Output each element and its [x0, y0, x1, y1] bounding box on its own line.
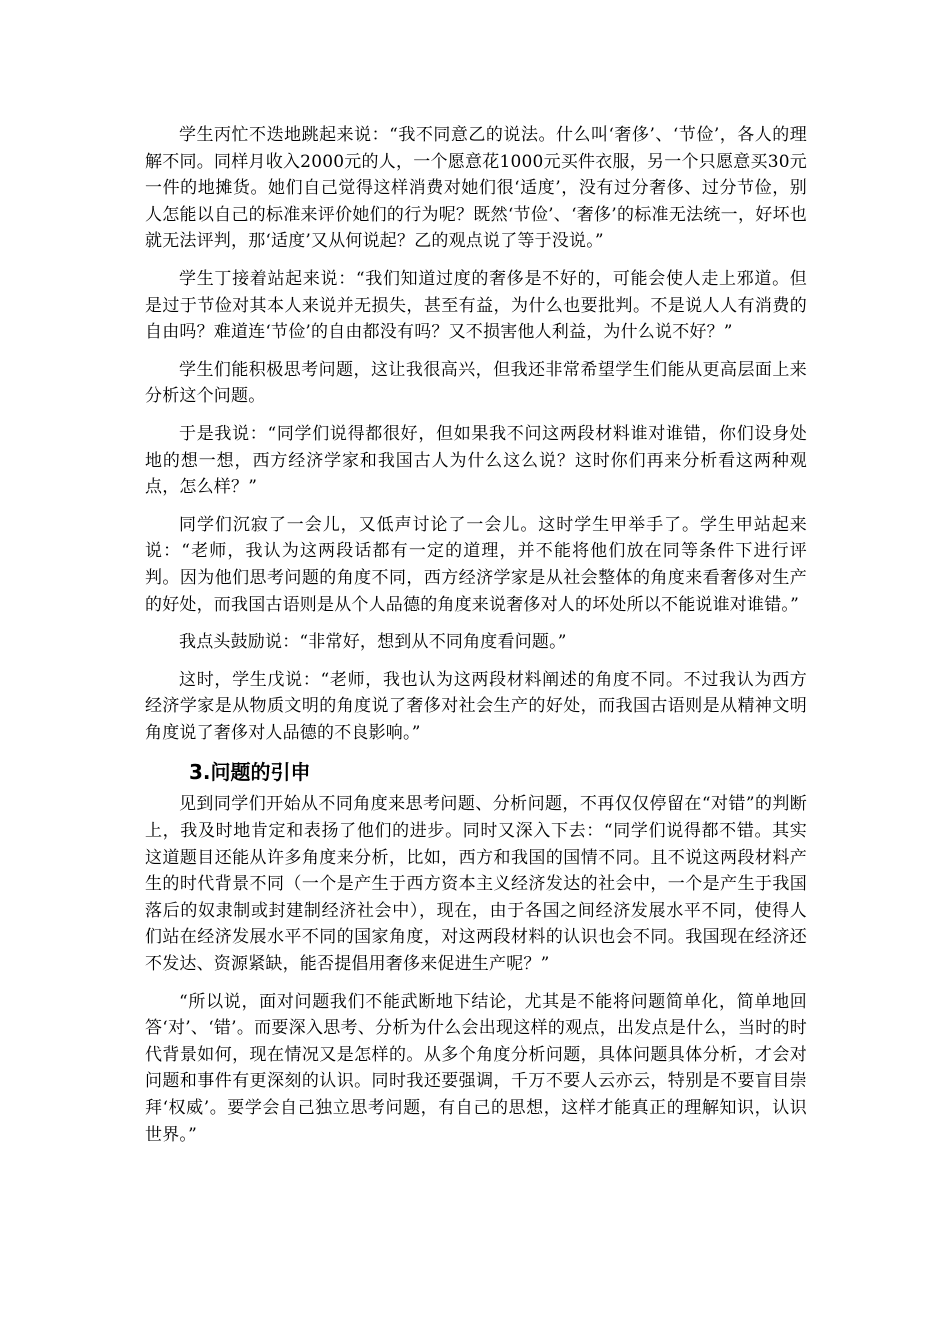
paragraph-student-wu: 这时，学生戊说：“老师，我也认为这两段材料阐述的角度不同。不过我认为西方经济学家是从物质文明的角度说了奢侈对社会生产的好处，而我国古语则是从精神文明角度说了奢侈对人品德的不良影响。”: [145, 669, 807, 743]
paragraph-student-jia: 同学们沉寂了一会儿，又低声讨论了一会儿。这时学生甲举手了。学生甲站起来说：“老师，我认为这两段话都有一定的道理，并不能将他们放在同等条件下进行评判。因为他们思考问题的角度不同，西方经济学家是从社会整体的角度来看奢侈对生产的好处，而我国古语则是从个人品德的角度来说奢侈对人的坏处所以不能说谁对谁错。”: [145, 514, 807, 615]
paragraph-teacher-reflection: 学生们能积极思考问题，这让我很高兴，但我还非常希望学生们能从更高层面上来分析这个问题。: [145, 359, 807, 407]
paragraph-extension: 见到同学们开始从不同角度来思考问题、分析问题，不再仅仅停留在“对错”的判断上，我及时地肯定和表扬了他们的进步。同时又深入下去：“同学们说得都不错。其实这道题目还能从许多角度来分析，比如，西方和我国的国情不同。且不说这两段材料产生的时代背景不同（一个是产生于西方资本主义经济发达的社会中，一个是产生于我国落后的奴隶制或封建制经济社会中），现在，由于各国之间经济发展水平不同，使得人们站在经济发展水平不同的国家角度，对这两段材料的认识也会不同。我国现在经济还不发达、资源紧缺，能否提倡用奢侈来促进生产呢？”: [145, 794, 807, 975]
document-page: [145, 122, 807, 1159]
paragraph-teacher-encourage: 我点头鼓励说：“非常好，想到从不同角度看问题。”: [179, 632, 567, 653]
section-heading: 3.问题的引申: [189, 760, 311, 785]
paragraph-student-bing: 学生丙忙不迭地跳起来说：“我不同意乙的说法。什么叫‘奢侈’、‘节俭’，各人的理解不同。同样月收入2000元的人，一个愿意花1000元买件衣服，另一个只愿意买30元一件的地摊货。她们自己觉得这样消费对她们很‘适度’，没有过分奢侈、过分节俭，别人怎能以自己的标准来评价她们的行为呢？既然‘节俭’、‘奢侈’的标准无法统一，好坏也就无法评判，那‘适度’又从何说起？乙的观点说了等于没说。”: [145, 125, 807, 252]
paragraph-student-ding: 学生丁接着站起来说：“我们知道过度的奢侈是不好的，可能会使人走上邪道。但是过于节俭对其本人来说并无损失，甚至有益，为什么也要批判。不是说人人有消费的自由吗？难道连‘节俭’的自由都没有吗？又不损害他人利益，为什么说不好？”: [145, 268, 807, 343]
paragraph-conclusion: “所以说，面对问题我们不能武断地下结论，尤其是不能将问题简单化，简单地回答‘对’、‘错’。而要深入思考、分析为什么会出现这样的观点，出发点是什么，当时的时代背景如何，现在情况又是怎样的。从多个角度分析问题，具体问题具体分析，才会对问题和事件有更深刻的认识。同时我还要强调，千万不要人云亦云，特别是不要盲目崇拜‘权威’。要学会自己独立思考问题，有自己的思想，这样才能真正的理解知识，认识世界。”: [145, 991, 807, 1145]
paragraph-teacher-question: 于是我说：“同学们说得都很好，但如果我不问这两段材料谁对谁错，你们设身处地的想一想，西方经济学家和我国古人为什么这么说？这时你们再来分析看这两种观点，怎么样？”: [145, 423, 807, 498]
